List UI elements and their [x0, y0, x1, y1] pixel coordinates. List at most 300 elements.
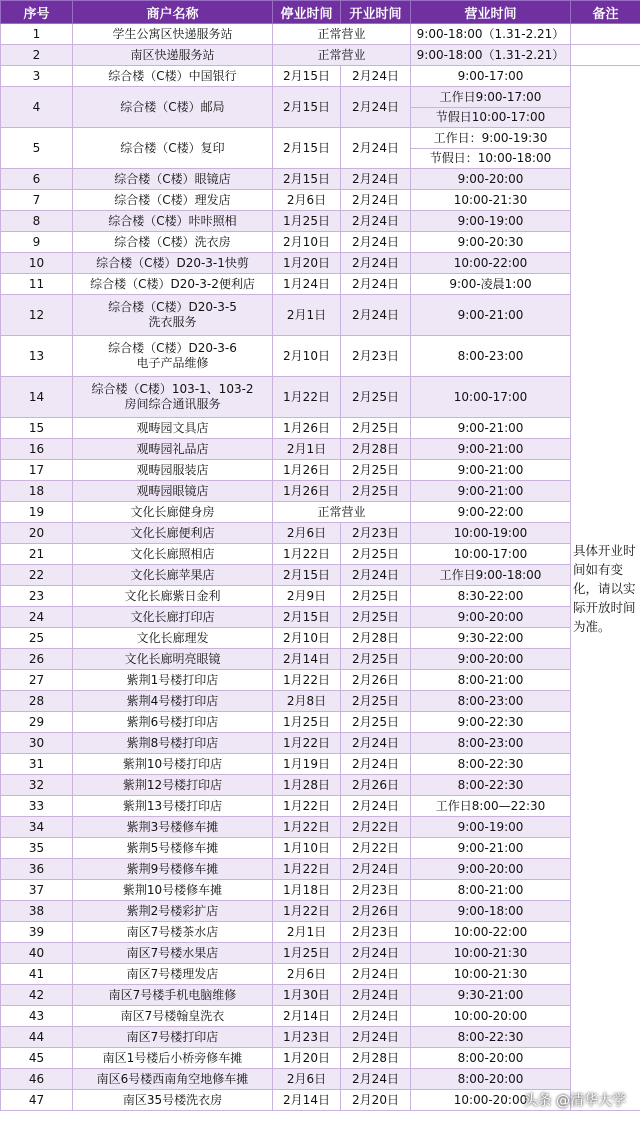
row-close-date: 1月22日	[273, 670, 341, 691]
row-hours: 9:00-20:00	[411, 607, 571, 628]
table-row	[1, 418, 640, 439]
row-name	[73, 796, 273, 817]
table-row	[1, 1069, 640, 1090]
row-no: 36	[1, 859, 73, 880]
row-open-date: 2月24日	[341, 1069, 411, 1090]
row-no: 17	[1, 460, 73, 481]
row-name	[73, 1090, 273, 1111]
row-name	[73, 128, 273, 169]
row-hours: 10:00-21:30	[411, 190, 571, 211]
row-hours: 9:00-20:30	[411, 232, 571, 253]
row-close-date: 1月30日	[273, 985, 341, 1006]
row-name	[73, 1069, 273, 1090]
table-row	[1, 169, 640, 190]
table-row	[1, 838, 640, 859]
row-name-line: 文化长廊打印店	[130, 609, 215, 624]
row-no: 10	[1, 253, 73, 274]
row-open-date: 2月25日	[341, 460, 411, 481]
row-name	[73, 169, 273, 190]
row-name	[73, 418, 273, 439]
row-hours: 工作日9:00-18:00	[411, 565, 571, 586]
table-row	[1, 211, 640, 232]
row-no: 1	[1, 24, 73, 45]
row-name-line: 综合楼（C楼）中国银行	[108, 68, 237, 83]
row-close-date: 1月25日	[273, 211, 341, 232]
header-open: 开业时间	[341, 1, 411, 24]
row-name-line: 综合楼（C楼）D20-3-5	[108, 300, 237, 314]
table-row	[1, 336, 640, 377]
row-name-line: 紫荆2号楼彩扩店	[126, 903, 219, 918]
row-no: 5	[1, 128, 73, 169]
row-open-date: 2月24日	[341, 796, 411, 817]
row-hours	[411, 128, 571, 169]
row-no: 34	[1, 817, 73, 838]
row-hours: 9:00-19:00	[411, 211, 571, 232]
row-name	[73, 45, 273, 66]
row-name-line: 紫荆6号楼打印店	[126, 714, 219, 729]
row-name	[73, 481, 273, 502]
row-name	[73, 817, 273, 838]
row-hours: 10:00-21:30	[411, 943, 571, 964]
table-row	[1, 628, 640, 649]
row-name-line: 南区快递服务站	[130, 47, 215, 62]
row-name-line: 观畴园服装店	[136, 462, 209, 477]
row-open-date: 2月26日	[341, 670, 411, 691]
row-open-date: 2月25日	[341, 712, 411, 733]
row-close-date: 2月10日	[273, 232, 341, 253]
table-row	[1, 586, 640, 607]
row-name-line: 南区35号楼洗衣房	[122, 1092, 223, 1107]
table-row	[1, 87, 640, 128]
row-name-line: 紫荆5号楼修车摊	[126, 840, 219, 855]
table-row	[1, 460, 640, 481]
row-name	[73, 253, 273, 274]
row-name	[73, 502, 273, 523]
row-name-line: 紫荆10号楼打印店	[122, 756, 223, 771]
row-no: 13	[1, 336, 73, 377]
row-no: 25	[1, 628, 73, 649]
row-hours: 9:00-21:00	[411, 838, 571, 859]
row-no: 30	[1, 733, 73, 754]
table-row	[1, 481, 640, 502]
row-name	[73, 232, 273, 253]
remarks-note: 具体开业时间如有变化，请以实际开放时间为准。	[571, 66, 640, 1111]
row-close-date: 2月6日	[273, 1069, 341, 1090]
row-name-line: 综合楼（C楼）眼镜店	[114, 171, 231, 186]
row-hours: 9:00-22:30	[411, 712, 571, 733]
row-open-date: 2月23日	[341, 523, 411, 544]
row-hours: 10:00-17:00	[411, 544, 571, 565]
row-name	[73, 649, 273, 670]
row-no: 35	[1, 838, 73, 859]
row-name	[73, 775, 273, 796]
table-row	[1, 943, 640, 964]
table-row	[1, 1027, 640, 1048]
row-hours: 9:00-21:00	[411, 460, 571, 481]
row-close-date: 2月14日	[273, 649, 341, 670]
row-hours: 9:00-20:00	[411, 169, 571, 190]
row-no: 6	[1, 169, 73, 190]
row-open-date: 2月20日	[341, 1090, 411, 1111]
row-no: 7	[1, 190, 73, 211]
row-open-date: 2月24日	[341, 274, 411, 295]
table-row	[1, 754, 640, 775]
row-no: 32	[1, 775, 73, 796]
table-row	[1, 439, 640, 460]
row-name	[73, 295, 273, 336]
table-row	[1, 295, 640, 336]
row-no: 9	[1, 232, 73, 253]
row-name	[73, 733, 273, 754]
row-name	[73, 24, 273, 45]
row-name	[73, 880, 273, 901]
table-row	[1, 607, 640, 628]
table-row	[1, 523, 640, 544]
row-name	[73, 523, 273, 544]
row-open-date: 2月24日	[341, 87, 411, 128]
row-name	[73, 712, 273, 733]
row-no: 28	[1, 691, 73, 712]
row-name-line: 综合楼（C楼）洗衣房	[114, 234, 231, 249]
row-close-date: 2月15日	[273, 128, 341, 169]
table-row	[1, 691, 640, 712]
table-row	[1, 733, 640, 754]
table-body	[1, 24, 640, 1111]
header-no: 序号	[1, 1, 73, 24]
table-row	[1, 901, 640, 922]
row-open-date: 2月25日	[341, 481, 411, 502]
row-no: 41	[1, 964, 73, 985]
row-name-line: 观畴园文具店	[136, 420, 209, 435]
table-row	[1, 922, 640, 943]
table-row	[1, 1006, 640, 1027]
table-row	[1, 649, 640, 670]
row-hours: 10:00-22:00	[411, 922, 571, 943]
row-hours: 9:00-21:00	[411, 439, 571, 460]
row-close-date: 2月1日	[273, 295, 341, 336]
row-open-date: 2月26日	[341, 775, 411, 796]
table-row	[1, 45, 640, 66]
row-name	[73, 859, 273, 880]
row-no: 16	[1, 439, 73, 460]
row-name	[73, 670, 273, 691]
row-close-date: 1月25日	[273, 712, 341, 733]
row-hours: 工作日8:00—22:30	[411, 796, 571, 817]
row-name-line: 综合楼（C楼）D20-3-2便利店	[90, 276, 255, 291]
row-name-line: 紫荆4号楼打印店	[126, 693, 219, 708]
row-close-date: 1月22日	[273, 901, 341, 922]
row-no: 27	[1, 670, 73, 691]
note-empty	[571, 45, 640, 66]
row-name-line: 文化长廊明亮眼镜	[124, 651, 221, 666]
row-close-date: 2月1日	[273, 922, 341, 943]
note-empty	[571, 24, 640, 45]
row-open-date: 2月24日	[341, 66, 411, 87]
row-open-date: 2月28日	[341, 439, 411, 460]
row-close-date: 2月6日	[273, 964, 341, 985]
row-close-date: 2月6日	[273, 523, 341, 544]
table-row	[1, 274, 640, 295]
row-close-date: 1月22日	[273, 817, 341, 838]
row-open-date: 2月24日	[341, 211, 411, 232]
row-close-date: 1月22日	[273, 859, 341, 880]
row-close-date: 2月9日	[273, 586, 341, 607]
row-open-date: 2月24日	[341, 128, 411, 169]
row-close-date: 2月15日	[273, 607, 341, 628]
row-no: 20	[1, 523, 73, 544]
row-name-line: 综合楼（C楼）复印	[120, 140, 225, 155]
row-name	[73, 1048, 273, 1069]
row-name-line: 紫荆3号楼修车摊	[126, 819, 219, 834]
row-close-date: 1月22日	[273, 544, 341, 565]
row-name	[73, 922, 273, 943]
row-hours: 9:00-22:00	[411, 502, 571, 523]
row-hours: 10:00-21:30	[411, 964, 571, 985]
row-open-date: 2月23日	[341, 880, 411, 901]
row-name-line: 文化长廊紫日金利	[124, 588, 221, 603]
table-row	[1, 66, 640, 87]
row-close-date: 1月10日	[273, 838, 341, 859]
header-close: 停业时间	[273, 1, 341, 24]
row-close-date: 2月14日	[273, 1006, 341, 1027]
row-name-line: 综合楼（C楼）邮局	[120, 99, 225, 114]
row-hours: 9:00-凌晨1:00	[411, 274, 571, 295]
row-no: 38	[1, 901, 73, 922]
row-hours: 8:00-20:00	[411, 1048, 571, 1069]
row-name	[73, 607, 273, 628]
table-row	[1, 544, 640, 565]
row-no: 37	[1, 880, 73, 901]
row-status: 正常营业	[273, 24, 411, 45]
row-close-date: 2月10日	[273, 336, 341, 377]
row-name	[73, 943, 273, 964]
row-close-date: 2月15日	[273, 169, 341, 190]
row-hours: 8:00-22:30	[411, 754, 571, 775]
row-name-line: 南区7号楼水果店	[126, 945, 219, 960]
row-hours: 8:00-21:00	[411, 670, 571, 691]
row-name-line: 综合楼（C楼）D20-3-6	[108, 341, 237, 355]
row-no: 39	[1, 922, 73, 943]
row-close-date: 1月26日	[273, 418, 341, 439]
row-name	[73, 691, 273, 712]
row-hours-line: 工作日：9:00-19:30	[433, 131, 548, 145]
row-name	[73, 964, 273, 985]
row-close-date: 1月20日	[273, 253, 341, 274]
table-row	[1, 232, 640, 253]
row-name-line: 南区6号楼西南角空地修车摊	[96, 1071, 249, 1086]
row-close-date: 1月24日	[273, 274, 341, 295]
row-no: 2	[1, 45, 73, 66]
table-row	[1, 253, 640, 274]
row-name-line: 文化长廊照相店	[130, 546, 215, 561]
row-open-date: 2月24日	[341, 754, 411, 775]
table-row	[1, 712, 640, 733]
row-hours: 9:30-21:00	[411, 985, 571, 1006]
row-name-line2: 电子产品维修	[136, 356, 209, 370]
row-hours: 9:00-21:00	[411, 418, 571, 439]
row-hours: 10:00-20:00	[411, 1090, 571, 1111]
row-no: 43	[1, 1006, 73, 1027]
row-hours-line2: 节假日10:00-17:00	[411, 107, 570, 127]
row-hours: 9:00-17:00	[411, 66, 571, 87]
row-name-line: 紫荆1号楼打印店	[126, 672, 219, 687]
row-open-date: 2月28日	[341, 1048, 411, 1069]
row-name-line: 紫荆12号楼打印店	[122, 777, 223, 792]
table-row	[1, 985, 640, 1006]
row-name	[73, 377, 273, 418]
table-row	[1, 670, 640, 691]
row-name	[73, 565, 273, 586]
row-no: 18	[1, 481, 73, 502]
row-close-date: 1月22日	[273, 796, 341, 817]
row-hours: 9:00-18:00	[411, 901, 571, 922]
row-hours: 9:30-22:00	[411, 628, 571, 649]
row-name-line2: 房间综合通讯服务	[124, 397, 221, 411]
row-open-date: 2月24日	[341, 943, 411, 964]
row-open-date: 2月24日	[341, 253, 411, 274]
row-no: 45	[1, 1048, 73, 1069]
table-row	[1, 817, 640, 838]
row-hours: 8:30-22:00	[411, 586, 571, 607]
row-name-line: 紫荆10号楼修车摊	[122, 882, 223, 897]
row-hours: 10:00-22:00	[411, 253, 571, 274]
row-name-line: 南区7号楼翰皇洗衣	[120, 1008, 225, 1023]
row-name-line: 文化长廊理发	[136, 630, 209, 645]
row-hours: 8:00-22:30	[411, 775, 571, 796]
row-name-line: 综合楼（C楼）D20-3-1快剪	[96, 255, 249, 270]
table-row	[1, 796, 640, 817]
row-close-date: 1月26日	[273, 481, 341, 502]
table-row	[1, 880, 640, 901]
row-close-date: 2月14日	[273, 1090, 341, 1111]
row-open-date: 2月24日	[341, 169, 411, 190]
row-name	[73, 439, 273, 460]
row-no: 29	[1, 712, 73, 733]
row-open-date: 2月24日	[341, 190, 411, 211]
row-open-date: 2月23日	[341, 336, 411, 377]
table-row	[1, 964, 640, 985]
row-close-date: 2月10日	[273, 628, 341, 649]
row-close-date: 2月15日	[273, 565, 341, 586]
row-name-line: 紫荆9号楼修车摊	[126, 861, 219, 876]
row-no: 19	[1, 502, 73, 523]
row-name	[73, 1006, 273, 1027]
row-open-date: 2月25日	[341, 607, 411, 628]
table-row	[1, 859, 640, 880]
row-name	[73, 985, 273, 1006]
row-close-date: 2月8日	[273, 691, 341, 712]
row-name-line: 文化长廊健身房	[130, 504, 215, 519]
row-close-date: 1月26日	[273, 460, 341, 481]
row-hours: 10:00-19:00	[411, 523, 571, 544]
row-open-date: 2月25日	[341, 544, 411, 565]
row-no: 8	[1, 211, 73, 232]
row-open-date: 2月28日	[341, 628, 411, 649]
row-open-date: 2月25日	[341, 586, 411, 607]
row-hours: 9:00-20:00	[411, 859, 571, 880]
row-open-date: 2月23日	[341, 922, 411, 943]
row-open-date: 2月24日	[341, 1006, 411, 1027]
row-name	[73, 544, 273, 565]
row-hours-line2: 节假日：10:00-18:00	[411, 148, 570, 168]
row-name	[73, 754, 273, 775]
row-no: 26	[1, 649, 73, 670]
row-name-line: 紫荆8号楼打印店	[126, 735, 219, 750]
row-name-line: 观畴园眼镜店	[136, 483, 209, 498]
row-hours: 8:00-21:00	[411, 880, 571, 901]
row-name	[73, 1027, 273, 1048]
row-hours: 8:00-23:00	[411, 691, 571, 712]
row-close-date: 2月15日	[273, 66, 341, 87]
table-row	[1, 565, 640, 586]
row-name-line: 南区1号楼后小桥旁修车摊	[102, 1050, 243, 1065]
row-name-line2: 洗衣服务	[148, 315, 197, 329]
row-name-line: 学生公寓区快递服务站	[112, 26, 233, 41]
row-name-line: 文化长廊苹果店	[130, 567, 215, 582]
row-open-date: 2月24日	[341, 1027, 411, 1048]
row-name	[73, 838, 273, 859]
row-hours: 8:00-23:00	[411, 733, 571, 754]
row-name-line: 综合楼（C楼）理发店	[114, 192, 231, 207]
row-name-line: 综合楼（C楼）103-1、103-2	[91, 382, 254, 396]
row-hours: 8:00-20:00	[411, 1069, 571, 1090]
row-status: 正常营业	[273, 45, 411, 66]
row-hours: 10:00-17:00	[411, 377, 571, 418]
row-status: 正常营业	[273, 502, 411, 523]
row-close-date: 1月22日	[273, 377, 341, 418]
table-row	[1, 377, 640, 418]
row-name	[73, 274, 273, 295]
row-no: 21	[1, 544, 73, 565]
row-name	[73, 628, 273, 649]
table-row	[1, 24, 640, 45]
row-no: 15	[1, 418, 73, 439]
row-name	[73, 336, 273, 377]
row-open-date: 2月24日	[341, 985, 411, 1006]
row-hours: 9:00-20:00	[411, 649, 571, 670]
row-name	[73, 460, 273, 481]
row-hours	[411, 87, 571, 128]
header-note: 备注	[571, 1, 640, 24]
row-hours: 9:00-18:00（1.31-2.21）	[411, 45, 571, 66]
row-open-date: 2月24日	[341, 565, 411, 586]
row-name	[73, 190, 273, 211]
row-no: 46	[1, 1069, 73, 1090]
row-open-date: 2月22日	[341, 817, 411, 838]
row-hours: 8:00-22:30	[411, 1027, 571, 1048]
row-no: 11	[1, 274, 73, 295]
row-hours: 9:00-21:00	[411, 295, 571, 336]
row-name	[73, 87, 273, 128]
row-hours: 9:00-21:00	[411, 481, 571, 502]
row-open-date: 2月25日	[341, 418, 411, 439]
row-name-line: 南区7号楼打印店	[126, 1029, 219, 1044]
row-close-date: 1月23日	[273, 1027, 341, 1048]
row-name-line: 文化长廊便利店	[130, 525, 215, 540]
header-name: 商户名称	[73, 1, 273, 24]
row-name-line: 综合楼（C楼）咔咔照相	[108, 213, 237, 228]
row-no: 44	[1, 1027, 73, 1048]
row-open-date: 2月25日	[341, 377, 411, 418]
row-name	[73, 211, 273, 232]
row-hours: 9:00-18:00（1.31-2.21）	[411, 24, 571, 45]
row-close-date: 2月15日	[273, 87, 341, 128]
table-row	[1, 190, 640, 211]
row-open-date: 2月24日	[341, 733, 411, 754]
row-no: 40	[1, 943, 73, 964]
row-close-date: 2月1日	[273, 439, 341, 460]
row-close-date: 1月22日	[273, 733, 341, 754]
